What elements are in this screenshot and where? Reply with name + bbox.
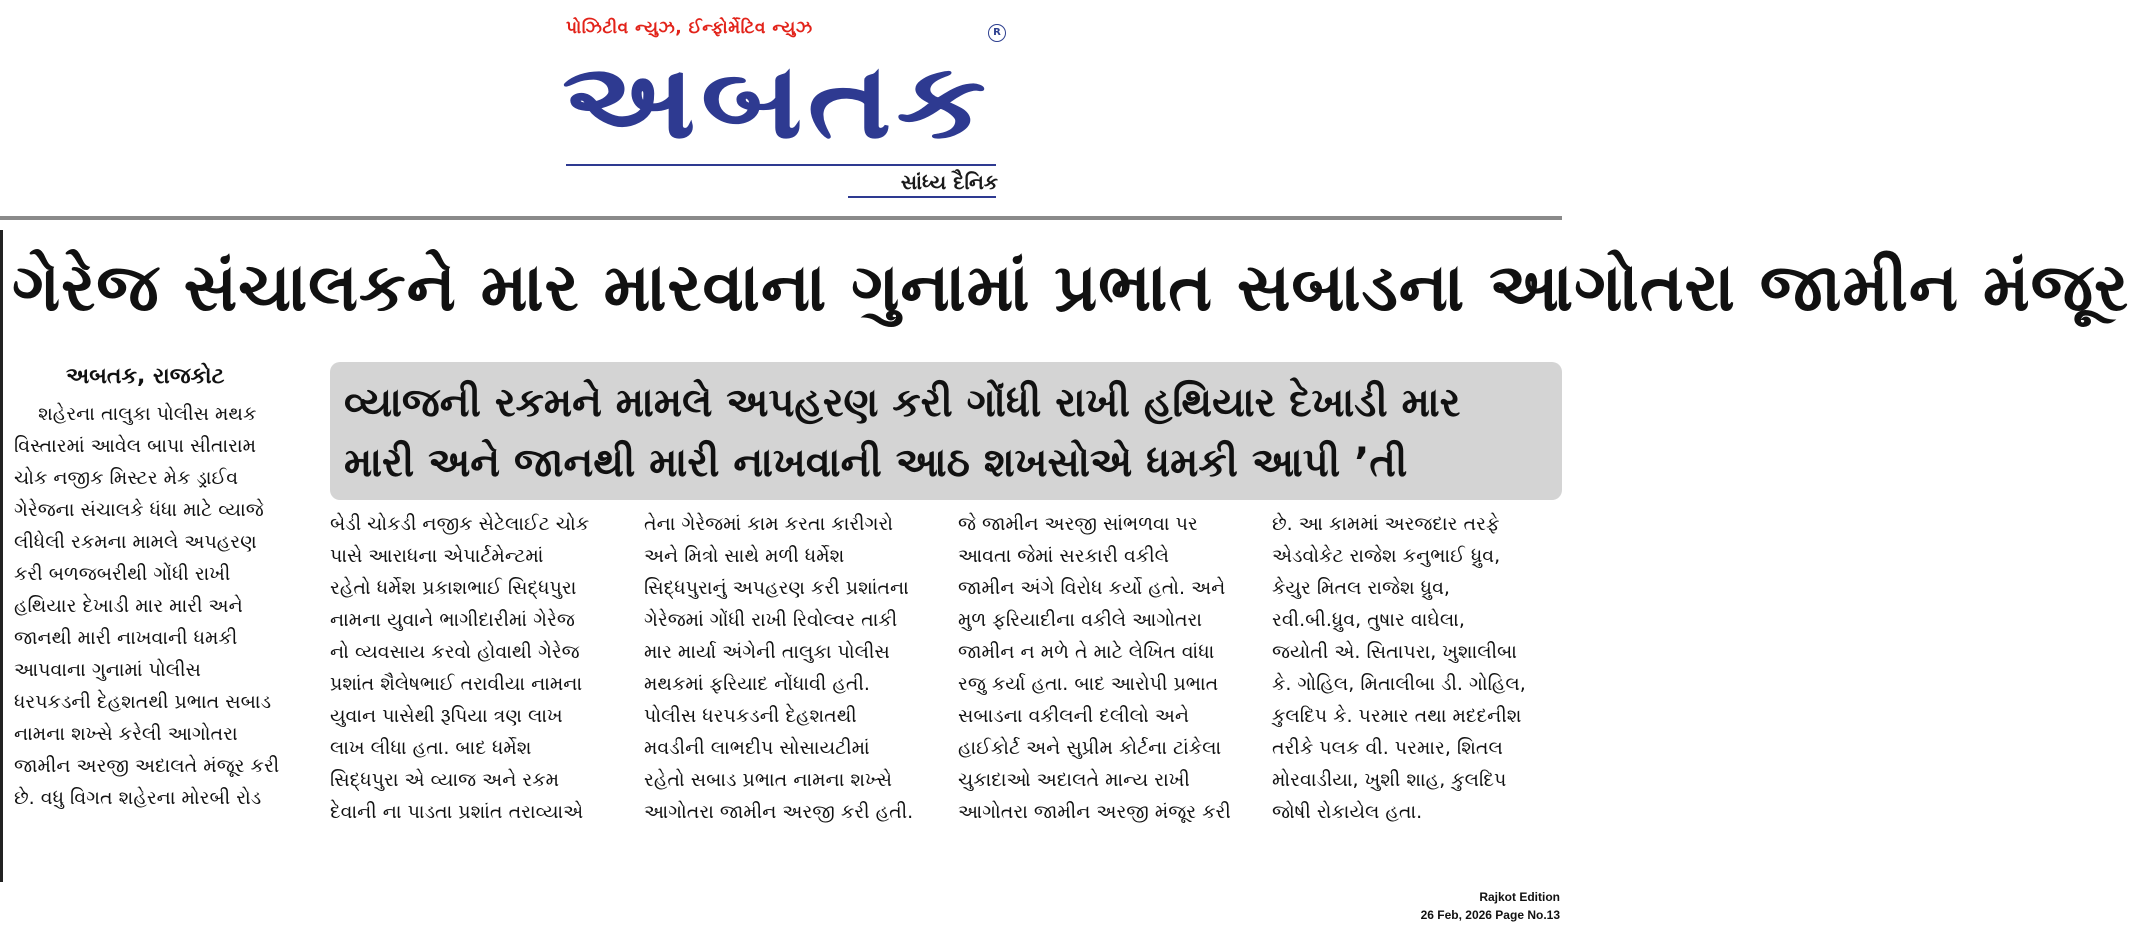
article-text-line: તેના ગેરેજમાં કામ કરતા કારીગરો: [644, 513, 894, 535]
article-text-line: પોલીસ ધરપકડની દેહશતથી: [644, 705, 857, 727]
article-text-line: છે. વધુ વિગત શહેરના મોરબી રોડ: [14, 787, 262, 809]
article-text-line: છે. આ કામમાં અરજદાર તરફે: [1272, 513, 1500, 535]
article-text-line: આપવાના ગુનામાં પોલીસ: [14, 659, 201, 681]
article-text-line: પાસે આરાધના એપાર્ટમેન્ટમાં: [330, 545, 544, 567]
registered-mark-icon: R: [988, 24, 1006, 42]
article-text-line: મથકમાં ફરિયાદ નોંધાવી હતી.: [644, 673, 870, 695]
article-text-line: જામીન અરજી અદાલતે મંજૂર કરી: [14, 755, 280, 777]
article-column-2: [330, 508, 618, 828]
article-text-line: નામના શખ્સે કરેલી આગોતરા: [14, 723, 238, 745]
article-text-line: સબાડના વકીલની દલીલો અને: [958, 705, 1190, 727]
article-text-line: રવી.બી.ધ્રુવ, તુષાર વાઘેલા,: [1272, 609, 1465, 631]
article-text-line: કરી બળજબરીથી ગોંધી રાખી: [14, 563, 231, 585]
article-left-rule: [0, 230, 3, 882]
masthead-tagline: પોઝિટીવ ન્યુઝ, ઈન્ફોર્મેટિવ ન્યુઝ: [566, 18, 813, 38]
subtitle-underline: [848, 196, 996, 198]
masthead-divider: [0, 216, 1562, 220]
article-text-line: જાનથી મારી નાખવાની ધમકી: [14, 627, 238, 649]
logo-underline: [566, 164, 996, 166]
article-column-5: [1272, 508, 1560, 828]
article-text-line: ગેરેજના સંચાલકે ધંધા માટે વ્યાજે: [14, 499, 264, 521]
article-text-line: કે. ગોહિલ, મિતાલીબા ડી. ગોહિલ,: [1272, 673, 1526, 695]
article-text-line: સિદ્ધપુરાનું અપહરણ કરી પ્રશાંતના: [644, 577, 909, 599]
article-text-line: જામીન ન મળે તે માટે લેખિત વાંધા: [958, 641, 1215, 663]
article-text-line: નો વ્યવસાય કરવો હોવાથી ગેરેજ: [330, 641, 580, 663]
article-text-line: કુલદિપ કે. પરમાર તથા મદદનીશ: [1272, 705, 1522, 727]
article-text-line: ગેરેજમાં ગોંધી રાખી રિવોલ્વર તાકી: [644, 609, 898, 631]
newspaper-logo: અબતક: [562, 40, 991, 162]
article-text-line: યુવાન પાસેથી રૂપિયા ત્રણ લાખ: [330, 705, 563, 727]
article-text-line: ચુકાદાઓ અદાલતે માન્ય રાખી: [958, 769, 1190, 791]
subheadline-line-1: વ્યાજની રકમને મામલે અપહરણ કરી ગોંધી રાખી હથિયાર દેખાડી માર: [344, 380, 1461, 426]
article-text-line: રજુ કર્યા હતા. બાદ આરોપી પ્રભાત: [958, 673, 1219, 695]
article-text-line: લાખ લીધા હતા. બાદ ધર્મેશ: [330, 737, 532, 759]
article-text-line: આગોતરા જામીન અરજી કરી હતી.: [644, 801, 914, 823]
article-text-line: જોષી રોકાયેલ હતા.: [1272, 801, 1423, 823]
article-text-line: મવડીની લાભદીપ સોસાયટીમાં: [644, 737, 870, 759]
article-text-line: જયોતી એ. સિતાપરા, ખુશાલીબા: [1272, 641, 1517, 663]
article-text-line: ધરપકડની દેહશતથી પ્રભાત સબાડ: [14, 691, 272, 713]
article-text-line: દેવાની ના પાડતા પ્રશાંત તરાવ્યાએ: [330, 801, 584, 823]
article-text-line: વિસ્તારમાં આવેલ બાપા સીતારામ: [14, 435, 257, 457]
subheadline-box: [330, 362, 1562, 500]
article-text-line: મુળ ફરિયાદીના વકીલે આગોતરા: [958, 609, 1203, 631]
article-text-line: મોરવાડીયા, ખુશી શાહ, કુલદિપ: [1272, 769, 1507, 791]
edition-label: Rajkot Edition: [1479, 890, 1560, 904]
article-text-line: પ્રશાંત શૈલેષભાઈ તરાવીયા નામના: [330, 673, 583, 695]
article-text-line: જામીન અંગે વિરોધ કર્યો હતો. અને: [958, 577, 1226, 599]
article-headline: ગેરેજ સંચાલકને માર મારવાના ગુનામાં પ્રભાત સબાડના આગોતરા જામીન મંજૂર: [12, 249, 2129, 326]
article-text-line: આગોતરા જામીન અરજી મંજૂર કરી: [958, 801, 1231, 823]
article-text-line: કેયુર મિતલ રાજેશ ધ્રુવ,: [1272, 577, 1450, 599]
article-text-line: શહેરના તાલુકા પોલીસ મથક: [14, 403, 257, 425]
date-page-label: 26 Feb, 2026 Page No.13: [1420, 908, 1560, 922]
masthead: [0, 0, 1586, 218]
article-column-1: [14, 398, 302, 814]
article-column-4: [958, 508, 1246, 828]
article-text-line: નામના યુવાને ભાગીદારીમાં ગેરેજ: [330, 609, 575, 631]
article-text-line: રહેતો ધર્મેશ પ્રકાશભાઈ સિદ્ધપુરા: [330, 577, 577, 599]
masthead-subtitle: સાંધ્ય દૈનિક: [900, 170, 998, 194]
article-column-3: [644, 508, 932, 828]
article-text-line: અને મિત્રો સાથે મળી ધર્મેશ: [644, 545, 845, 567]
article-text-line: બેડી ચોકડી નજીક સેટેલાઈટ ચોક: [330, 513, 590, 535]
article-text-line: આવતા જેમાં સરકારી વકીલે: [958, 545, 1170, 567]
article-text-line: સિદ્ધપુરા એ વ્યાજ અને રકમ: [330, 769, 560, 791]
article-text-line: લીધેલી રકમના મામલે અપહરણ: [14, 531, 257, 553]
article-text-line: રહેતો સબાડ પ્રભાત નામના શખ્સે: [644, 769, 892, 791]
article-text-line: એડવોકેટ રાજેશ કનુભાઈ ધ્રુવ,: [1272, 545, 1501, 567]
article-dateline: અબતક, રાજકોટ: [66, 364, 225, 389]
article-text-line: ચોક નજીક મિસ્ટર મેક ડ્રાઈવ: [14, 467, 239, 489]
article-text-line: તરીકે પલક વી. પરમાર, શિતલ: [1272, 737, 1503, 759]
article-text-line: જે જામીન અરજી સાંભળવા પર: [958, 513, 1198, 535]
article-text-line: હથિયાર દેખાડી માર મારી અને: [14, 595, 243, 617]
article-text-line: માર માર્યા અંગેની તાલુકા પોલીસ: [644, 641, 890, 663]
subheadline-line-2: મારી અને જાનથી મારી નાખવાની આઠ શખસોએ ધમકી આપી ’તી: [344, 440, 1408, 486]
article-text-line: હાઈકોર્ટ અને સુપ્રીમ કોર્ટના ટાંકેલા: [958, 737, 1222, 759]
